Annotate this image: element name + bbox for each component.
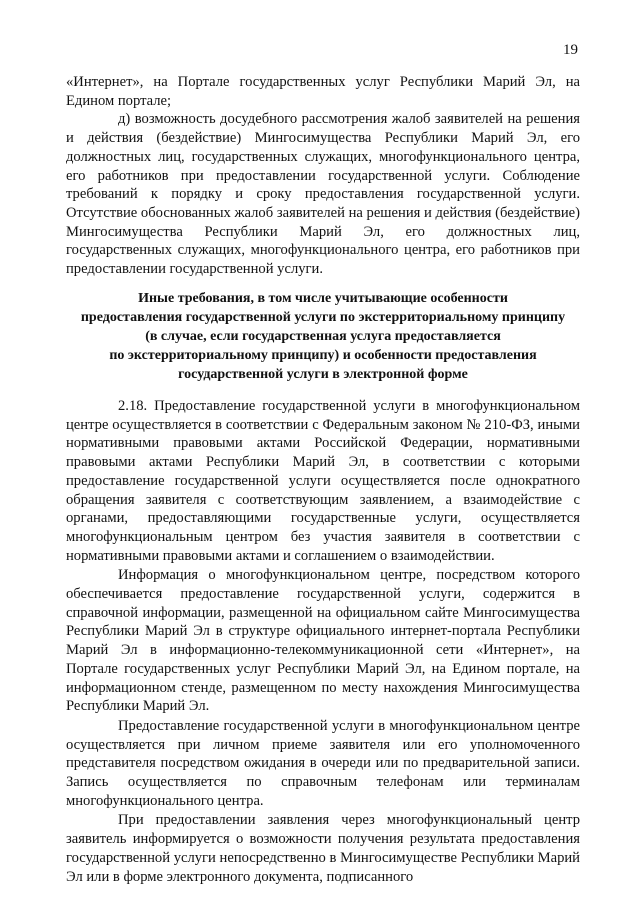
heading-line: по экстерриториальному принципу) и особенности предоставления [109,348,537,363]
page-number: 19 [563,42,578,58]
paragraph-continuation: «Интернет», на Портале государственных услуг Республики Марий Эл, на Едином портале; [66,74,580,109]
paragraph-item-d: д) возможность досудебного рассмотрения жалоб заявителей на решения и действия (бездействие) Мингосимущества Республики Марий Эл, его должностных лиц, государственных служащих, многофункционального центра, его работников при предоставлении государственной услуги. Соблюдение требований к порядку и сроку предоставления государственной услуги. Отсутствие обоснованных жалоб заявителей на решения и действия (бездействие) Мингосимущества Республики Марий Эл, его должностных лиц, государственных служащих, многофункционального центра, его работников при предоставлении государственной услуги. [66,111,580,278]
section-heading [66,289,580,384]
heading-line: (в случае, если государственная услуга предоставляется [145,329,501,344]
heading-line: предоставления государственной услуги по экстерриториальному принципу [80,310,566,325]
paragraph-2-18: 2.18. Предоставление государственной услуги в многофункциональном центре осуществляется в соответствии с Федеральным законом № 210-ФЗ, иными нормативными правовыми актами Российской Федерации, нормативными правовыми актами Республики Марий Эл, в соответствии с которыми предоставление государственной услуги осуществляется после однократного обращения заявителя с соответствующим заявлением, а взаимодействие с органами, предоставляющими государственные услуги, осуществляется многофункциональным центром без участия заявителя в соответствии с нормативными правовыми актами и соглашением о взаимодействии. [66,398,580,564]
bottom-text-block [66,397,580,886]
paragraph-mfc-information: Информация о многофункциональном центре, посредством которого обеспечивается предоставление государственной услуги, содержится в справочной информации, размещенной на официальном сайте Мингосимущества Республики Марий Эл в структуре официального интернет-портала Республики Марий Эл в информационно-телекоммуникационной сети «Интернет», на Портале государственных услуг Республики Марий Эл, на Едином портале, на информационном стенде, размещенном по месту нахождения Мингосимущества Республики Марий Эл. [66,567,580,715]
heading-line: Иные требования, в том числе учитывающие особенности [138,291,508,306]
paragraph-result-informing: При предоставлении заявления через многофункциональный центр заявитель информируется о возможности получения результата предоставления государственной услуги непосредственно в Мингосимуществе Республики Марий Эл или в форме электронного документа, подписанного [66,812,580,885]
top-text-block [66,73,580,279]
paragraph-personal-reception: Предоставление государственной услуги в многофункциональном центре осуществляется при личном приеме заявителя или его уполномоченного представителя посредством ожидания в очереди или по предварительной записи. Запись осуществляется по справочным телефонам или терминалам многофункционального центра. [66,717,580,809]
heading-line: государственной услуги в электронной форме [178,367,468,382]
